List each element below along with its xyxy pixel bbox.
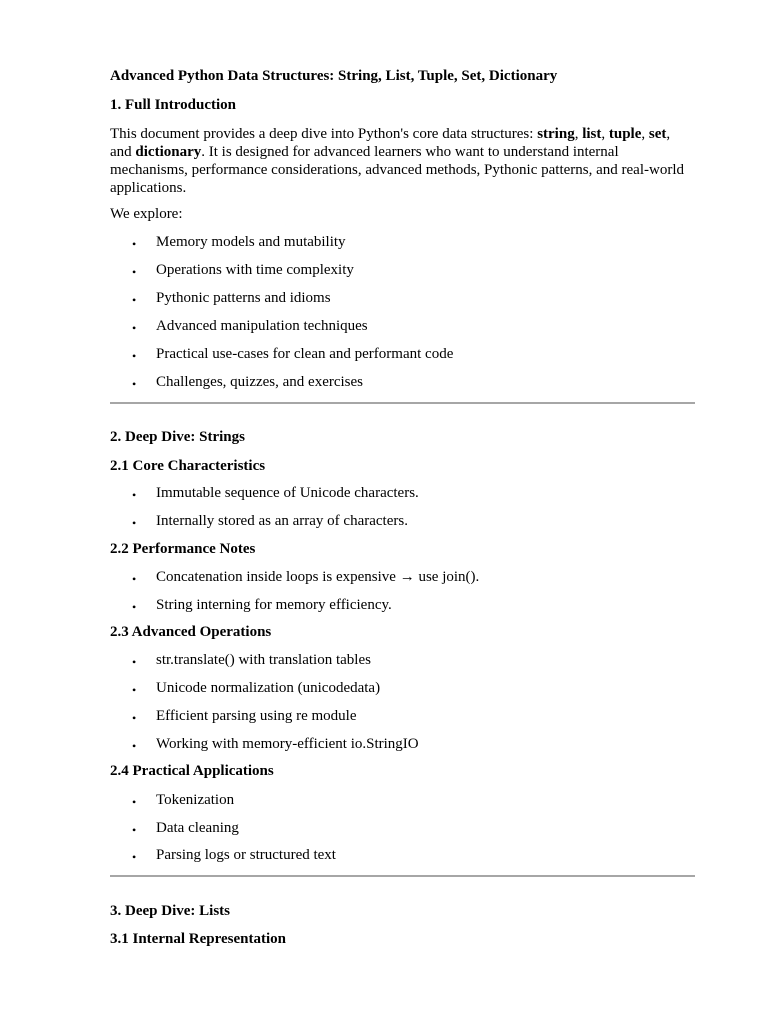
bullet-icon: •: [132, 655, 137, 669]
section-heading-introduction: 1. Full Introduction: [110, 97, 236, 113]
subsection-heading-internal-representation: 3.1 Internal Representation: [110, 931, 286, 947]
bullet-icon: •: [132, 293, 137, 307]
horizontal-divider: [110, 875, 695, 877]
document-title: Advanced Python Data Structures: String, List, Tuple, Set, Dictionary: [110, 68, 558, 84]
intro-text-rest: . It is designed for advanced learners who want to understand internal mechanisms, performance considerations, advanced methods, Pythonic patterns, and real-world applications.: [110, 144, 684, 196]
subsection-heading-performance-notes: 2.2 Performance Notes: [110, 541, 256, 557]
bullet-icon: •: [132, 572, 137, 586]
bullet-icon: •: [132, 850, 137, 864]
we-explore-label: We explore:: [110, 206, 183, 222]
bullet-icon: •: [132, 795, 137, 809]
bullet-icon: •: [132, 488, 137, 502]
term-string: string: [537, 126, 575, 142]
bullet-icon: •: [132, 516, 137, 530]
section-heading-strings: 2. Deep Dive: Strings: [110, 429, 245, 445]
bullet-icon: •: [132, 377, 137, 391]
term-dictionary: dictionary: [135, 144, 202, 160]
bullet-icon: •: [132, 321, 137, 335]
horizontal-divider: [110, 402, 695, 404]
intro-text: This document provides a deep dive into Python's core data structures:: [110, 126, 538, 142]
bullet-icon: •: [132, 683, 137, 697]
bullet-icon: •: [132, 600, 137, 614]
bullet-icon: •: [132, 349, 137, 363]
subsection-heading-practical-applications: 2.4 Practical Applications: [110, 763, 274, 779]
bullet-icon: •: [132, 823, 137, 837]
bullet-icon: •: [132, 711, 137, 725]
bullet-icon: •: [132, 265, 137, 279]
term-set: set: [648, 126, 667, 142]
section-heading-lists: 3. Deep Dive: Lists: [110, 903, 230, 919]
subsection-heading-advanced-operations: 2.3 Advanced Operations: [110, 624, 272, 640]
bullet-icon: •: [132, 237, 137, 251]
term-list: list: [582, 126, 602, 142]
intro-paragraph: This document provides a deep dive into Python's core data structures: string, list, tuple, set, and dictionary. It is designed for advanced learners who want to understand internal mechanisms, performance considerations, advanced methods, Pythonic patterns, and real-world applications.: [110, 126, 684, 196]
subsection-heading-core-characteristics: 2.1 Core Characteristics: [110, 458, 266, 474]
bullet-icon: •: [132, 739, 137, 753]
term-tuple: tuple: [608, 126, 642, 142]
